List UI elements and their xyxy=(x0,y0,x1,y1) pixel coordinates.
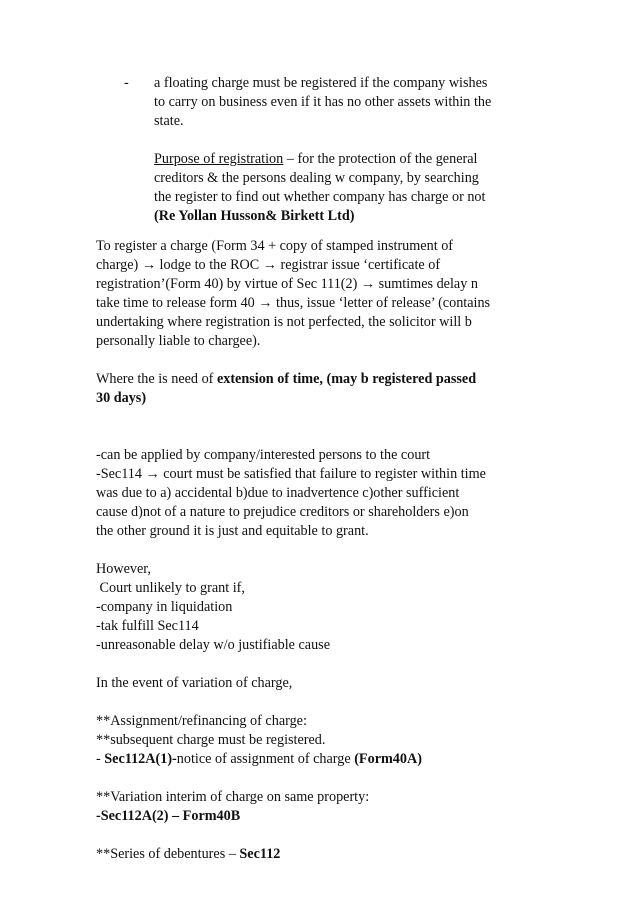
however-line: -company in liquidation xyxy=(96,599,233,615)
extension-prefix: Where the is need of xyxy=(96,371,217,387)
variation-line: In the event of variation of charge, xyxy=(96,675,293,691)
register-line: undertaking where registration is not perfected, the solicitor will b xyxy=(96,314,472,330)
series-section: Sec112 xyxy=(239,846,281,862)
purpose-of-registration xyxy=(154,150,544,226)
interim-line: **Variation interim of charge on same property: xyxy=(96,789,370,805)
court-line: -Sec114 → court must be satisfied that failure to register within time xyxy=(96,466,486,482)
register-line: charge) → lodge to the ROC → registrar issue ‘certificate of xyxy=(96,257,441,273)
bullet-line: to carry on business even if it has no other assets within the xyxy=(154,94,492,110)
however-line: However, xyxy=(96,561,151,577)
assignment-line xyxy=(96,750,546,769)
series-prefix: **Series of debentures – xyxy=(96,846,240,862)
however-line: -unreasonable delay w/o justifiable cause xyxy=(96,637,331,653)
assignment-text: notice of assignment of charge xyxy=(176,751,355,767)
bullet-text xyxy=(154,74,544,131)
assignment-form: (Form40A) xyxy=(354,751,422,767)
case-name: (Re Yollan Husson& Birkett Ltd) xyxy=(154,208,355,224)
register-line: registration’(Form 40) by virtue of Sec 111(2) → sumtimes delay n xyxy=(96,276,478,292)
however-line: Court unlikely to grant if, xyxy=(96,580,245,596)
register-line: take time to release form 40 → thus, issue ‘letter of release’ (contains xyxy=(96,295,491,311)
court-line: -can be applied by company/interested persons to the court xyxy=(96,447,431,463)
case-citation xyxy=(154,207,544,226)
purpose-line: the register to find out whether company has charge or not xyxy=(154,189,486,205)
assignment-section: Sec112A(1)- xyxy=(104,751,177,767)
register-line: personally liable to chargee). xyxy=(96,333,261,349)
bullet-line: state. xyxy=(154,113,184,129)
extension-bold: 30 days) xyxy=(96,390,147,406)
extension-bold: extension of time, (may b registered passed xyxy=(216,371,477,387)
interim-section: -Sec112A(2) – Form40B xyxy=(96,808,241,824)
series-line xyxy=(96,845,546,864)
extension-line xyxy=(96,389,546,408)
court-line: cause d)not of a nature to prejudice creditors or shareholders e)on xyxy=(96,504,469,520)
extension-line xyxy=(96,370,546,389)
purpose-heading: Purpose of registration xyxy=(154,151,284,167)
purpose-text: – for the protection of the general xyxy=(283,151,478,167)
interim-line xyxy=(96,807,546,826)
bullet-dash: - xyxy=(124,75,129,91)
assignment-line: **subsequent charge must be registered. xyxy=(96,732,326,748)
register-line: To register a charge (Form 34 + copy of stamped instrument of xyxy=(96,238,454,254)
purpose-line: creditors & the persons dealing w company, by searching xyxy=(154,170,479,186)
however-line: -tak fulfill Sec114 xyxy=(96,618,199,634)
court-line: was due to a) accidental b)due to inadvertence c)other sufficient xyxy=(96,485,460,501)
purpose-line xyxy=(154,150,544,169)
document-body xyxy=(96,237,546,864)
bullet-line: a floating charge must be registered if the company wishes xyxy=(154,75,488,91)
court-line: the other ground it is just and equitable to grant. xyxy=(96,523,369,539)
assignment-line: **Assignment/refinancing of charge: xyxy=(96,713,307,729)
assignment-prefix: - xyxy=(96,751,105,767)
